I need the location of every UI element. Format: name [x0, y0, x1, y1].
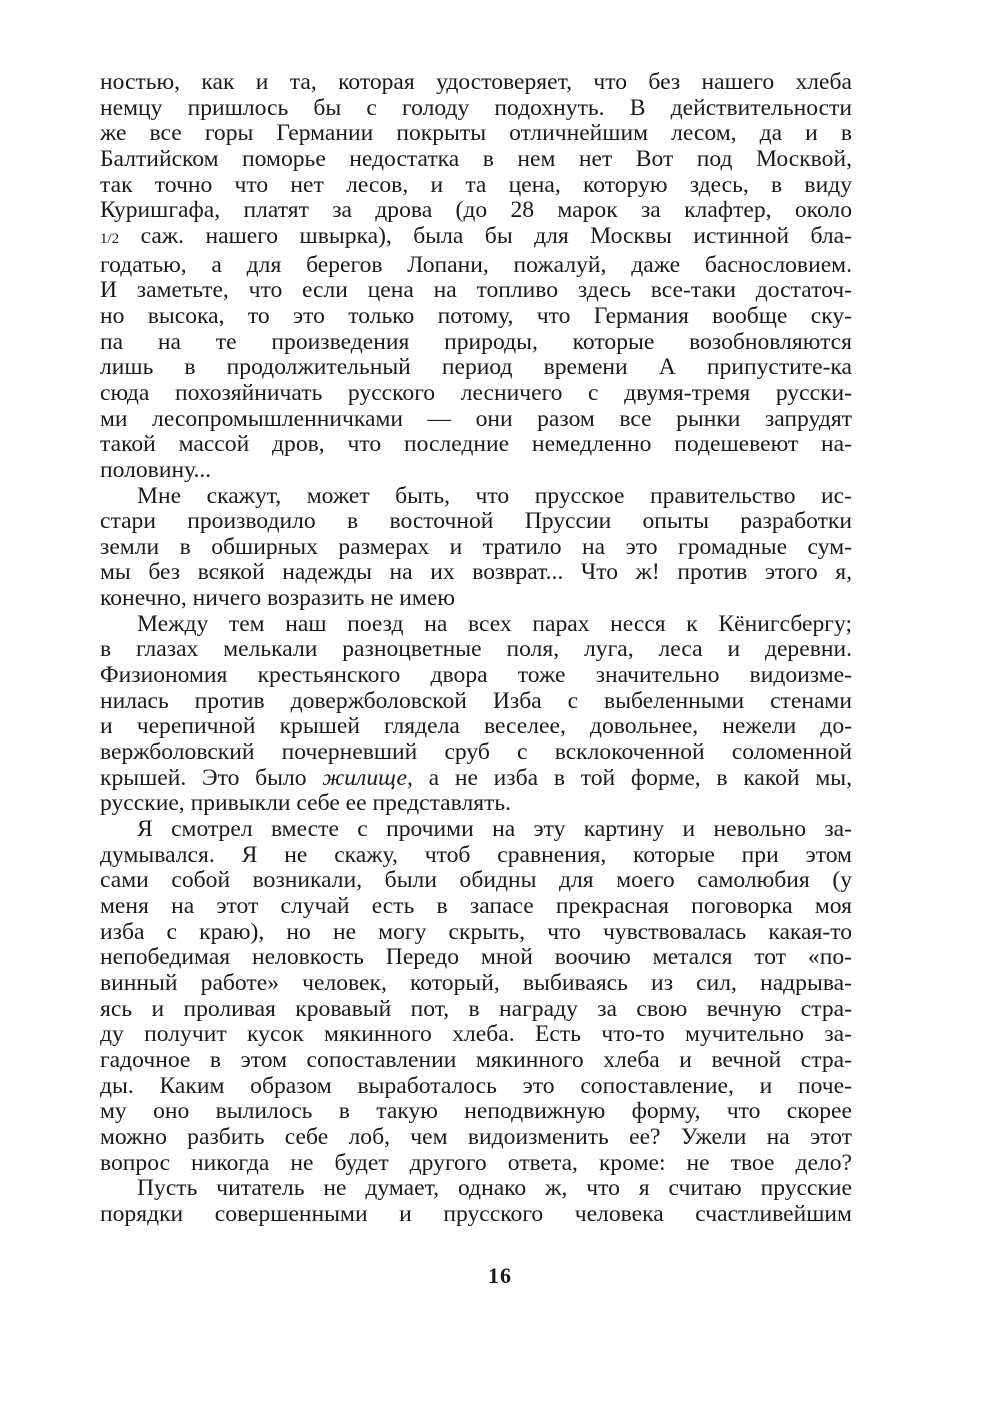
fraction: 1/2 [100, 230, 120, 247]
text-line [100, 843, 852, 869]
text-line [100, 868, 852, 894]
text-line [100, 147, 852, 173]
text-segment: меня на этот случай есть в запасе прекрасная поговорка моя [100, 893, 852, 919]
text-segment: же все горы Германии покрыты отличнейшим лесом, да и в [100, 120, 852, 147]
text-line [100, 894, 852, 920]
text-segment: ми лесопромышленничками — они разом все рынки запрудят [100, 405, 852, 432]
text-segment: но высока, то это только потому, что Германия вообще ску- [100, 302, 852, 329]
text-line [100, 612, 852, 638]
text-segment: Между тем наш поезд на всех парах несся к Кёнигсбергу; [137, 610, 852, 637]
text-line [100, 637, 852, 663]
text-line [100, 1074, 852, 1100]
text-segment: И заметьте, что если цена на топливо здесь все-таки достаточ- [100, 277, 852, 304]
text-line [100, 173, 852, 199]
text-segment: ностью, как и та, которая удостоверяет, что без нашего хлеба [100, 69, 852, 95]
text-segment: му оно вылилось в такую неподвижную форму, что скорее [100, 1098, 852, 1125]
text-segment: такой массой дров, что последние немедленно подешевеют на- [100, 431, 852, 458]
emphasis: жилище, [322, 764, 413, 791]
text-line [100, 920, 852, 946]
text-line [100, 1048, 852, 1074]
text-segment: ясь и проливая кровавый пот, в награду за свою вечную стра- [100, 995, 852, 1022]
text-segment: годатью, а для берегов Лопани, пожалуй, даже баснословием. [100, 251, 852, 278]
text-segment: непобедимая неловкость Передо мной воочию метался тот «по- [100, 944, 852, 971]
text-segment: Мне скажут, может быть, что прусское правительство ис- [137, 482, 852, 509]
text-line [100, 714, 852, 740]
text-segment: так точно что нет лесов, и та цена, которую здесь, в виду [100, 171, 852, 198]
text-line [100, 253, 852, 279]
text-line [100, 740, 852, 766]
text-segment: мы без всякой надежды на их возврат... Что ж! против этого я, [100, 559, 852, 586]
text-segment: конечно, ничего возразить не имею [100, 585, 455, 612]
text-segment: Куришгафа, платят за дрова (до 28 марок за клафтер, около [100, 197, 852, 224]
text-line [100, 945, 852, 971]
text-segment: половину... [100, 456, 212, 483]
text-segment: а не изба в той форме, в какой мы, [412, 764, 852, 791]
text-line [100, 766, 852, 792]
text-segment: можно разбить себе лоб, чем видоизменить ее? Ужели на этот [100, 1123, 852, 1150]
text-segment: Я смотрел вместе с прочими на эту картину и невольно за- [137, 816, 852, 843]
text-segment: крышей. Это было [100, 764, 323, 791]
text-segment: и черепичной крышей глядела веселее, довольнее, нежели до- [100, 713, 852, 740]
text-segment: в глазах мелькали разноцветные поля, луга, леса и деревни. [100, 636, 852, 663]
text-segment: саж. нашего швырка), была бы для Москвы истинной бла- [119, 222, 852, 249]
text-segment: Пусть читатель не думает, однако ж, что я считаю прусские [137, 1175, 852, 1202]
body-text [100, 70, 852, 1228]
text-line [100, 1099, 852, 1125]
text-line [100, 791, 852, 817]
text-segment: стари производило в восточной Пруссии опыты разработки [100, 508, 852, 535]
text-line [100, 586, 852, 612]
text-line [100, 224, 852, 253]
text-line [100, 1151, 852, 1177]
text-segment: нилась против довержболовской Изба с выбеленными стенами [100, 687, 852, 714]
text-segment: ды. Каким образом выработалось это сопоставление, и поче- [100, 1072, 852, 1099]
text-segment: вопрос никогда не будет другого ответа, кроме: не твое дело? [100, 1149, 852, 1176]
text-segment: гадочное в этом сопоставлении мякинного хлеба и вечной стра- [100, 1046, 852, 1073]
text-segment: Физиономия крестьянского двора тоже значительно видоизме- [100, 662, 852, 689]
text-line [100, 1125, 852, 1151]
text-line [100, 509, 852, 535]
text-line [100, 560, 852, 586]
text-line [100, 535, 852, 561]
text-segment: винный работе» человек, который, выбиваясь из сил, надрыва- [100, 969, 852, 996]
text-line [100, 971, 852, 997]
text-segment: сюда похозяйничать русского лесничего с двумя-тремя русски- [100, 379, 852, 406]
text-line [100, 1022, 852, 1048]
text-line [100, 484, 852, 510]
text-segment: сами собой возникали, были обидны для моего самолюбия (у [100, 867, 852, 894]
text-line [100, 381, 852, 407]
text-line [100, 330, 852, 356]
text-line [100, 198, 852, 224]
text-line [100, 458, 852, 484]
page-number: 16 [488, 1263, 512, 1288]
text-line [100, 96, 852, 122]
text-line [100, 689, 852, 715]
text-line [100, 407, 852, 433]
text-segment: лишь в продолжительный период времени А припустите-ка [100, 354, 852, 381]
text-line [100, 663, 852, 689]
text-line [100, 1202, 852, 1228]
text-segment: вержболовский почерневший сруб с всклокоченной соломенной [100, 739, 852, 766]
text-line [100, 304, 852, 330]
text-line [100, 278, 852, 304]
text-segment: Балтийском поморье недостатка в нем нет Вот под Москвой, [100, 145, 852, 172]
text-line [100, 121, 852, 147]
text-segment: немцу пришлось бы с голоду подохнуть. В действительности [100, 94, 852, 121]
text-line [100, 432, 852, 458]
text-line [100, 1176, 852, 1202]
text-segment: порядки совершенными и прусского человека счастливейшим [100, 1200, 852, 1227]
text-line [100, 355, 852, 381]
text-line [100, 817, 852, 843]
text-line [100, 70, 852, 96]
text-segment: изба с краю), но не могу скрыть, что чувствовалась какая-то [100, 918, 852, 945]
text-segment: ду получит кусок мякинного хлеба. Есть что-то мучительно за- [100, 1021, 852, 1048]
text-segment: русские, привыкли себе ее представлять. [100, 790, 512, 817]
text-segment: земли в обширных размерах и тратило на это громадные сум- [100, 533, 852, 560]
text-segment: думывался. Я не скажу, чтоб сравнения, которые при этом [100, 841, 852, 868]
text-segment: па на те произведения природы, которые возобновляются [100, 328, 852, 355]
text-line [100, 997, 852, 1023]
